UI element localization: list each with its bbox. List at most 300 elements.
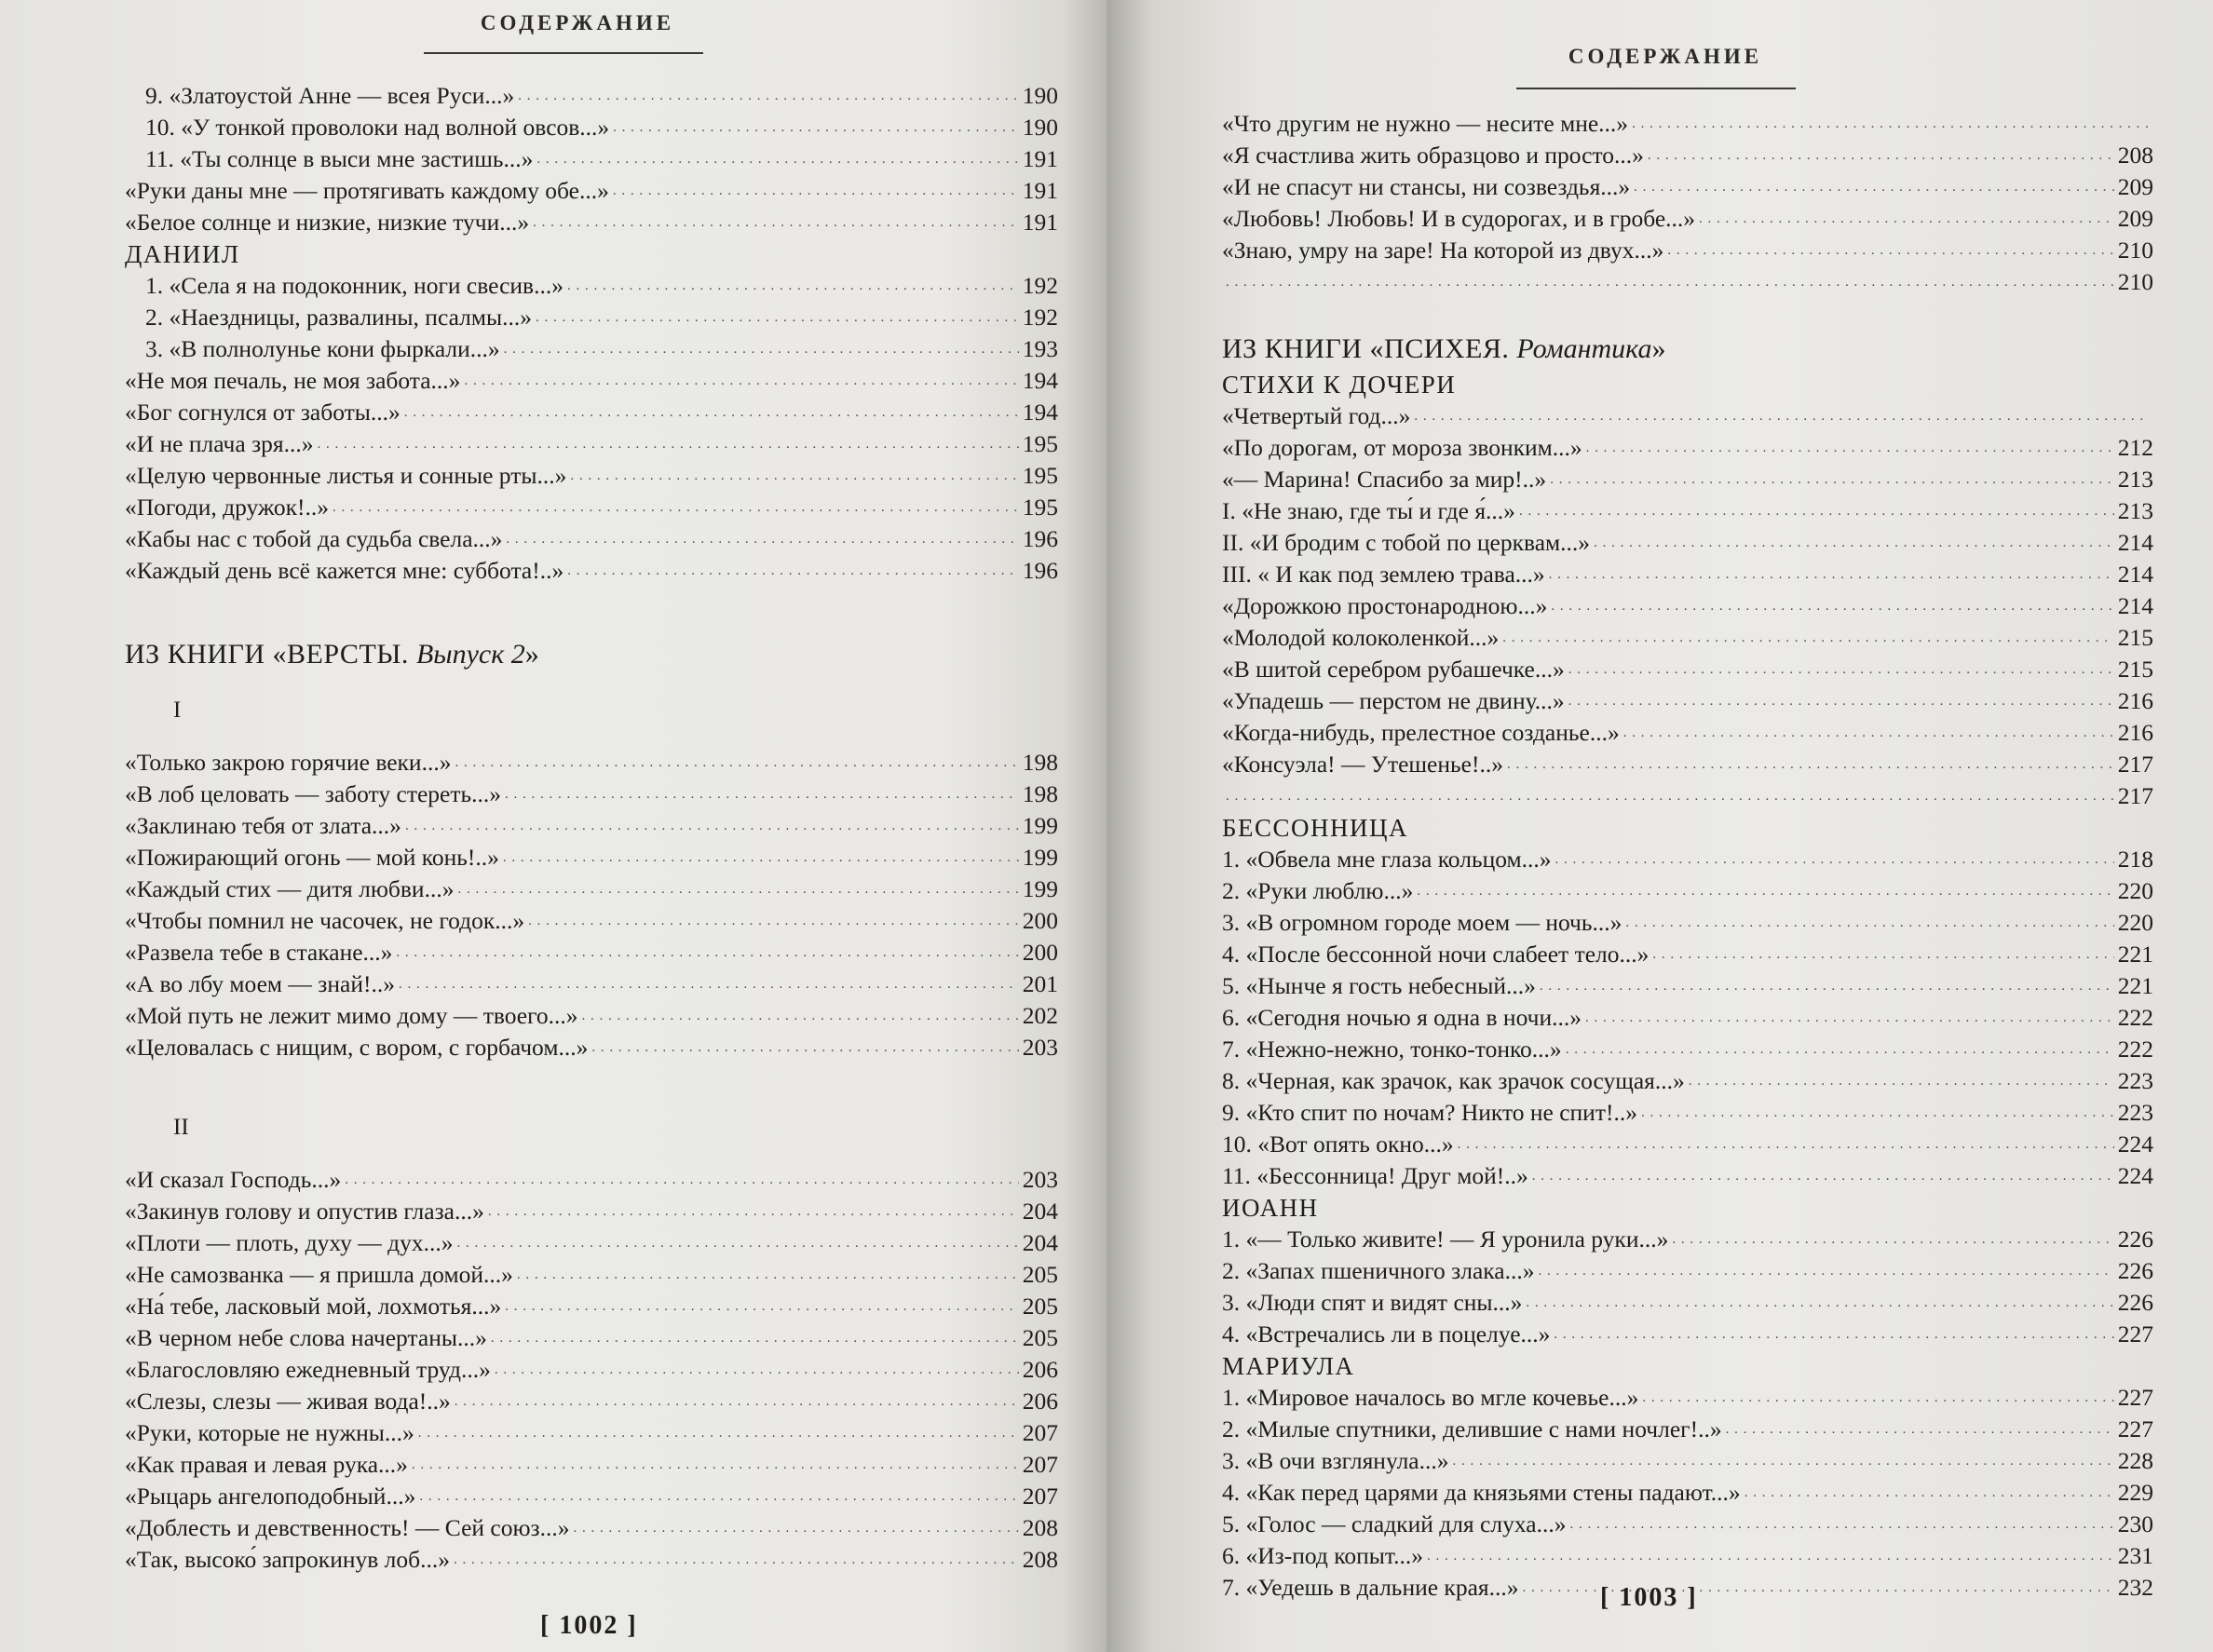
toc-entry <box>125 460 1058 492</box>
entry-title: «Каждый стих — дитя любви...» <box>125 875 455 902</box>
toc-entry <box>1222 266 2153 298</box>
entry-title: «Мой путь не лежит мимо дому — твоего...» <box>125 1002 578 1029</box>
dot-leader <box>1526 1283 2113 1319</box>
entry-page-number: 216 <box>2117 687 2153 714</box>
entry-title: «Погоди, дружок!..» <box>125 494 330 521</box>
entry-title: «Бог согнулся от заботы...» <box>125 399 401 426</box>
entry-page-number: 190 <box>1022 82 1058 109</box>
dot-leader <box>1226 777 2114 812</box>
entry-page-number: 207 <box>1022 1419 1058 1446</box>
part-numeral: II <box>173 1115 189 1140</box>
entry-page-number: 206 <box>1022 1356 1058 1383</box>
entry-page-number: 216 <box>2117 719 2153 746</box>
toc-entry <box>1222 1065 2153 1097</box>
toc-entry <box>1222 970 2153 1002</box>
dot-leader <box>1672 1220 2113 1255</box>
toc-entry <box>125 1354 1058 1386</box>
toc-entry <box>1222 717 2153 749</box>
entry-page-number: 205 <box>1022 1293 1058 1320</box>
entry-title: 2. «Милые спутники, делившие с нами ночлег!..» <box>1222 1415 1722 1442</box>
entry-title: «Я счастлива жить образцово и просто...» <box>1222 142 1644 169</box>
toc-entry <box>125 80 1058 112</box>
entry-title: 11. «Бессонница! Друг мой!..» <box>1222 1162 1528 1189</box>
toc-entry <box>1222 685 2153 717</box>
dot-leader <box>1689 1062 2114 1097</box>
entry-page-number: 217 <box>2117 782 2153 809</box>
toc-entry <box>125 492 1058 523</box>
toc-entry <box>1222 235 2153 266</box>
toc-entry <box>125 937 1058 968</box>
entry-page-number: 214 <box>2117 561 2153 588</box>
page-number: [ 1003 ] <box>1600 1583 1698 1612</box>
toc-entry <box>1222 1097 2153 1129</box>
dot-leader <box>567 551 1019 587</box>
toc-entry <box>125 365 1058 397</box>
dot-leader <box>1625 903 2113 939</box>
toc-entry <box>125 1291 1058 1322</box>
toc-entry <box>125 1449 1058 1481</box>
dot-leader <box>591 1028 1018 1063</box>
entry-title: «Знаю, умру на заре! На которой из двух...» <box>1222 237 1664 264</box>
dot-leader <box>1532 1157 2114 1192</box>
entry-page-number: 191 <box>1022 209 1058 236</box>
entry-title: «Рыцарь ангелоподобный...» <box>125 1483 416 1510</box>
entry-title: «Упадешь — перстом не двину...» <box>1222 687 1565 714</box>
entry-page-number: 202 <box>1022 1002 1058 1029</box>
entry-title: 7. «Нежно-нежно, тонко-тонко...» <box>1222 1036 1562 1063</box>
entry-page-number: 229 <box>2117 1479 2153 1506</box>
entry-title: «Что другим не нужно — несите мне...» <box>1222 110 1629 137</box>
running-head: СОДЕРЖАНИЕ <box>1568 45 1763 68</box>
toc-entry <box>125 555 1058 587</box>
dot-leader <box>1226 263 2114 298</box>
entry-page-number: 221 <box>2117 972 2153 999</box>
entry-title: I. «Не знаю, где ты́ и где я́...» <box>1222 497 1515 524</box>
entry-page-number: 203 <box>1022 1034 1058 1061</box>
dot-leader <box>454 1540 1019 1576</box>
entry-title: «— Марина! Спасибо за мир!..» <box>1222 466 1547 493</box>
toc-entry <box>125 1032 1058 1063</box>
entry-title: 4. «Как перед царями да князьями стены падают...» <box>1222 1479 1741 1506</box>
entry-title: «А во лбу моем — знай!..» <box>125 970 395 997</box>
toc-group <box>1222 400 2153 812</box>
entry-title: «Не самозванка — я пришла домой...» <box>125 1261 513 1288</box>
toc-column <box>125 80 1058 1576</box>
toc-entry <box>1222 749 2153 780</box>
entry-page-number: 190 <box>1022 114 1058 141</box>
toc-group <box>125 270 1058 587</box>
entry-page-number: 208 <box>2117 142 2153 169</box>
entry-page-number: 222 <box>2117 1004 2153 1031</box>
dot-leader <box>412 1445 1019 1481</box>
entry-title: «Слезы, слезы — живая вода!..» <box>125 1388 451 1415</box>
entry-page-number: 226 <box>2117 1289 2153 1316</box>
toc-entry <box>1222 622 2153 654</box>
dot-leader <box>1538 1252 2113 1287</box>
running-head: СОДЕРЖАНИЕ <box>480 11 675 34</box>
entry-page-number: 213 <box>2117 466 2153 493</box>
entry-page-number: 200 <box>1022 939 1058 966</box>
entry-page-number: 232 <box>2117 1574 2153 1601</box>
entry-title: 8. «Черная, как зрачок, как зрачок сосущая...» <box>1222 1067 1685 1094</box>
dot-leader <box>1566 1030 2114 1065</box>
toc-entry <box>125 1512 1058 1544</box>
entry-title: «Развела тебе в стакане...» <box>125 939 393 966</box>
dot-leader <box>405 806 1019 842</box>
toc-entry <box>1222 590 2153 622</box>
dot-leader <box>404 393 1019 428</box>
toc-entry <box>1222 203 2153 235</box>
entry-page-number: 195 <box>1022 462 1058 489</box>
dot-leader <box>1652 935 2113 970</box>
dot-leader <box>1745 1473 2114 1509</box>
entry-page-number: 193 <box>1022 335 1058 362</box>
entry-page-number: 227 <box>2117 1415 2153 1442</box>
right-page <box>1106 0 2213 1652</box>
entry-title: «Целую червонные листья и сонные рты...» <box>125 462 567 489</box>
entry-page-number: 215 <box>2117 624 2153 651</box>
dot-leader <box>613 108 1019 143</box>
dot-leader <box>1453 1442 2114 1477</box>
toc-entry <box>1222 432 2153 464</box>
entry-page-number: 220 <box>2117 877 2153 904</box>
entry-page-number: 199 <box>1022 875 1058 902</box>
toc-entry <box>1222 1414 2153 1445</box>
toc-entry <box>1222 1445 2153 1477</box>
toc-entry <box>125 1164 1058 1196</box>
entry-title: «По дорогам, от мороза звонким...» <box>1222 434 1582 461</box>
dot-leader <box>488 1192 1019 1227</box>
entry-title: 2. «Наездницы, развалины, псалмы...» <box>145 304 532 331</box>
dot-leader <box>1507 745 2114 780</box>
entry-page-number: 204 <box>1022 1229 1058 1256</box>
toc-entry <box>125 968 1058 1000</box>
entry-title: «Чтобы помнил не часочек, не годок...» <box>125 907 525 934</box>
entry-title: «На́ тебе, ласковый мой, лохмотья...» <box>125 1293 502 1320</box>
dot-leader <box>505 775 1019 810</box>
left-page <box>0 0 1106 1652</box>
toc-entry <box>1222 171 2153 203</box>
dot-leader <box>1519 492 2114 527</box>
toc-entry <box>125 428 1058 460</box>
dot-leader <box>528 901 1019 937</box>
entry-title: «Кабы нас с тобой да судьба свела...» <box>125 525 503 552</box>
dot-leader <box>455 743 1018 779</box>
toc-entry <box>125 333 1058 365</box>
entry-page-number: 221 <box>2117 941 2153 968</box>
dot-leader <box>1458 1125 2114 1160</box>
entry-title: 11. «Ты солнце в выси мне застишь...» <box>145 145 534 172</box>
toc-entry <box>125 1481 1058 1512</box>
dot-leader <box>1549 555 2114 590</box>
entry-title: 1. «Села я на подоконник, ноги свесив...» <box>145 272 563 299</box>
entry-title: 3. «В огромном городе моем — ночь...» <box>1222 909 1622 936</box>
dot-leader <box>396 933 1018 968</box>
toc-entry <box>1222 1224 2153 1255</box>
toc-group <box>1222 1382 2153 1604</box>
entry-page-number: 227 <box>2117 1320 2153 1347</box>
dot-leader <box>1585 998 2114 1034</box>
entry-title: 3. «Люди спят и видят сны...» <box>1222 1289 1523 1316</box>
dot-leader <box>517 1255 1019 1291</box>
dot-leader <box>1414 397 2150 432</box>
dot-leader <box>1623 713 2114 749</box>
toc-entry <box>1222 527 2153 559</box>
toc-entry <box>1222 108 2153 140</box>
entry-title: «Когда-нибудь, прелестное созданье...» <box>1222 719 1620 746</box>
entry-title: «Закинув голову и опустив глаза...» <box>125 1198 484 1225</box>
dot-leader <box>345 1160 1019 1196</box>
entry-title: 1. «Обвела мне глаза кольцом...» <box>1222 846 1552 873</box>
dot-leader <box>506 520 1018 555</box>
toc-entry <box>1222 1160 2153 1192</box>
entry-title: 4. «После бессонной ночи слабеет тело...» <box>1222 941 1650 968</box>
entry-title: 7. «Уедешь в дальние края...» <box>1222 1574 1519 1601</box>
entry-page-number: 207 <box>1022 1451 1058 1478</box>
dot-leader <box>1586 428 2114 464</box>
entry-page-number: 209 <box>2117 205 2153 232</box>
entry-page-number: 226 <box>2117 1225 2153 1253</box>
dot-leader <box>1641 1093 2114 1129</box>
dot-leader <box>1568 682 2114 717</box>
toc-group <box>125 1164 1058 1576</box>
entry-page-number: 194 <box>1022 367 1058 394</box>
dot-leader <box>504 330 1019 365</box>
dot-leader <box>1632 104 2150 140</box>
dot-leader <box>1554 1315 2113 1350</box>
entry-title: 6. «Сегодня ночью я одна в ночи...» <box>1222 1004 1582 1031</box>
book-heading: ИЗ КНИГИ «ПСИХЕЯ. Романтика» <box>1222 333 1666 364</box>
entry-title: «Плоти — плоть, духу — дух...» <box>125 1229 454 1256</box>
entry-page-number: 198 <box>1022 780 1058 807</box>
entry-title: 1. «Мировое началось во мгле кочевье...» <box>1222 1384 1639 1411</box>
entry-title: 10. «Вот опять окно...» <box>1222 1131 1454 1158</box>
page-number: [ 1002 ] <box>540 1611 638 1640</box>
dot-leader <box>333 488 1019 523</box>
entry-title: «Белое солнце и низкие, низкие тучи...» <box>125 209 530 236</box>
dot-leader <box>1569 1505 2113 1540</box>
entry-page-number: 230 <box>2117 1510 2153 1537</box>
toc-entry <box>125 1196 1058 1227</box>
toc-entry <box>1222 464 2153 495</box>
entry-title: «И сказал Господь...» <box>125 1166 342 1193</box>
entry-page-number: 210 <box>2117 237 2153 264</box>
entry-title: «Консуэла! — Утешенье!..» <box>1222 751 1503 778</box>
entry-title: 10. «У тонкой проволоки над волной овсов...» <box>145 114 610 141</box>
entry-title: «Только закрою горячие веки...» <box>125 749 452 776</box>
toc-column <box>1222 108 2153 1604</box>
entry-page-number: 198 <box>1022 749 1058 776</box>
section-heading: ИОАНН <box>1222 1194 1319 1222</box>
entry-page-number: 227 <box>2117 1384 2153 1411</box>
dot-leader <box>582 996 1019 1032</box>
entry-page-number: 203 <box>1022 1166 1058 1193</box>
entry-page-number: 206 <box>1022 1388 1058 1415</box>
entry-page-number: 217 <box>2117 751 2153 778</box>
entry-title: 9. «Кто спит по ночам? Никто не спит!..» <box>1222 1099 1637 1126</box>
toc-group <box>125 747 1058 1063</box>
dot-leader <box>536 298 1019 333</box>
entry-title: «Не моя печаль, не моя забота...» <box>125 367 461 394</box>
section-heading: МАРИУЛА <box>1222 1352 1355 1380</box>
entry-page-number: 224 <box>2117 1131 2153 1158</box>
toc-entry <box>1222 654 2153 685</box>
entry-title: II. «И бродим с тобой по церквам...» <box>1222 529 1591 556</box>
toc-entry <box>125 207 1058 238</box>
toc-entry <box>1222 1540 2153 1572</box>
entry-title: «Любовь! Любовь! И в судорогах, и в гробе...» <box>1222 205 1696 232</box>
entry-page-number: 199 <box>1022 844 1058 871</box>
toc-group <box>1222 108 2153 298</box>
toc-entry <box>125 143 1058 175</box>
dot-leader <box>1699 199 2114 235</box>
entry-page-number: 191 <box>1022 145 1058 172</box>
toc-entry <box>1222 875 2153 907</box>
toc-entry <box>1222 780 2153 812</box>
dot-leader <box>518 76 1018 112</box>
entry-title: «Как правая и левая рука...» <box>125 1451 408 1478</box>
entry-page-number: 196 <box>1022 557 1058 584</box>
entry-page-number: 223 <box>2117 1099 2153 1126</box>
toc-entry <box>1222 1319 2153 1350</box>
dot-leader <box>491 1319 1019 1354</box>
dot-leader <box>1642 1378 2113 1414</box>
toc-entry <box>125 112 1058 143</box>
toc-group <box>125 80 1058 238</box>
entry-title: «Пожирающий огонь — мой конь!..» <box>125 844 499 871</box>
dot-leader <box>574 1509 1019 1544</box>
entry-page-number: 209 <box>2117 173 2153 200</box>
entry-title: «Молодой колоколенкой...» <box>1222 624 1500 651</box>
dot-leader <box>1427 1537 2114 1572</box>
toc-entry <box>125 523 1058 555</box>
entry-title: 1. «— Только живите! — Я уронила руки...» <box>1222 1225 1669 1253</box>
entry-title: «Руки даны мне — протягивать каждому обе...» <box>125 177 609 204</box>
entry-page-number: 213 <box>2117 497 2153 524</box>
toc-entry <box>1222 907 2153 939</box>
entry-page-number: 228 <box>2117 1447 2153 1474</box>
entry-page-number: 210 <box>2117 268 2153 295</box>
toc-entry <box>1222 1255 2153 1287</box>
toc-entry <box>1222 1002 2153 1034</box>
dot-leader <box>1555 840 2114 875</box>
section-heading: БЕССОННИЦА <box>1222 814 1409 842</box>
toc-entry <box>1222 1509 2153 1540</box>
dot-leader <box>419 1477 1018 1512</box>
entry-title: 6. «Из-под копыт...» <box>1222 1542 1423 1569</box>
toc-entry <box>1222 939 2153 970</box>
toc-entry <box>125 1417 1058 1449</box>
toc-entry <box>1222 1129 2153 1160</box>
entry-page-number: 214 <box>2117 592 2153 619</box>
toc-entry <box>125 842 1058 873</box>
toc-entry <box>1222 1477 2153 1509</box>
entry-page-number: 214 <box>2117 529 2153 556</box>
entry-title: «И не плача зря...» <box>125 430 314 457</box>
dot-leader <box>536 140 1018 175</box>
toc-entry <box>125 1000 1058 1032</box>
entry-title: «Дорожкою простонародною...» <box>1222 592 1548 619</box>
toc-entry <box>125 1227 1058 1259</box>
entry-page-number: 204 <box>1022 1198 1058 1225</box>
entry-title: 9. «Златоустой Анне — всея Руси...» <box>145 82 515 109</box>
dot-leader <box>1568 650 2114 685</box>
entry-title: 3. «В очи взглянула...» <box>1222 1447 1449 1474</box>
dot-leader <box>1540 967 2114 1002</box>
section-heading: СТИХИ К ДОЧЕРИ <box>1222 371 1457 399</box>
toc-entry <box>125 905 1058 937</box>
entry-page-number: 231 <box>2117 1542 2153 1569</box>
header-rule <box>1516 88 1796 89</box>
dot-leader <box>1648 136 2114 171</box>
dot-leader <box>533 203 1019 238</box>
entry-title: «Четвертый год...» <box>1222 402 1411 429</box>
entry-page-number: 196 <box>1022 525 1058 552</box>
toc-entry <box>1222 1287 2153 1319</box>
dot-leader <box>1634 168 2114 203</box>
toc-entry <box>125 1544 1058 1576</box>
entry-page-number: 224 <box>2117 1162 2153 1189</box>
dot-leader <box>399 965 1019 1000</box>
dot-leader <box>1417 872 2113 907</box>
entry-title: «И не спасут ни стансы, ни созвездья...» <box>1222 173 1631 200</box>
entry-page-number: 205 <box>1022 1261 1058 1288</box>
entry-title: «Благословляю ежедневный труд...» <box>125 1356 491 1383</box>
entry-page-number: 191 <box>1022 177 1058 204</box>
entry-title: «Заклинаю тебя от злата...» <box>125 812 401 839</box>
toc-entry <box>1222 1034 2153 1065</box>
entry-title: 2. «Руки люблю...» <box>1222 877 1414 904</box>
dot-leader <box>1502 618 2114 654</box>
entry-page-number: 201 <box>1022 970 1058 997</box>
toc-entry <box>125 397 1058 428</box>
toc-entry <box>125 779 1058 810</box>
toc-entry <box>1222 400 2153 432</box>
dot-leader <box>1551 587 2113 622</box>
toc-entry <box>125 747 1058 779</box>
entry-page-number: 205 <box>1022 1324 1058 1351</box>
entry-title: III. « И как под землею трава...» <box>1222 561 1545 588</box>
toc-entry <box>1222 140 2153 171</box>
section-heading: ДАНИИЛ <box>125 240 240 268</box>
dot-leader <box>570 456 1018 492</box>
dot-leader <box>457 870 1018 905</box>
entry-page-number: 195 <box>1022 430 1058 457</box>
dot-leader <box>464 361 1018 397</box>
entry-page-number: 192 <box>1022 272 1058 299</box>
dot-leader <box>457 1224 1019 1259</box>
entry-page-number: 199 <box>1022 812 1058 839</box>
entry-page-number: 192 <box>1022 304 1058 331</box>
entry-page-number: 208 <box>1022 1546 1058 1573</box>
header-rule <box>424 52 703 54</box>
toc-entry <box>125 873 1058 905</box>
toc-entry <box>125 810 1058 842</box>
entry-page-number: 220 <box>2117 909 2153 936</box>
entry-title: 5. «Нынче я гость небесный...» <box>1222 972 1536 999</box>
entry-page-number: 226 <box>2117 1257 2153 1284</box>
entry-page-number: 222 <box>2117 1036 2153 1063</box>
entry-title: 4. «Встречались ли в поцелуе...» <box>1222 1320 1551 1347</box>
dot-leader <box>1667 231 2113 266</box>
entry-title: 3. «В полнолунье кони фыркали...» <box>145 335 500 362</box>
dot-leader <box>1726 1410 2114 1445</box>
entry-title: «Доблесть и девственность! — Сей союз...» <box>125 1514 570 1541</box>
toc-entry <box>1222 1382 2153 1414</box>
dot-leader <box>495 1350 1019 1386</box>
dot-leader <box>505 1287 1019 1322</box>
dot-leader <box>1550 460 2114 495</box>
